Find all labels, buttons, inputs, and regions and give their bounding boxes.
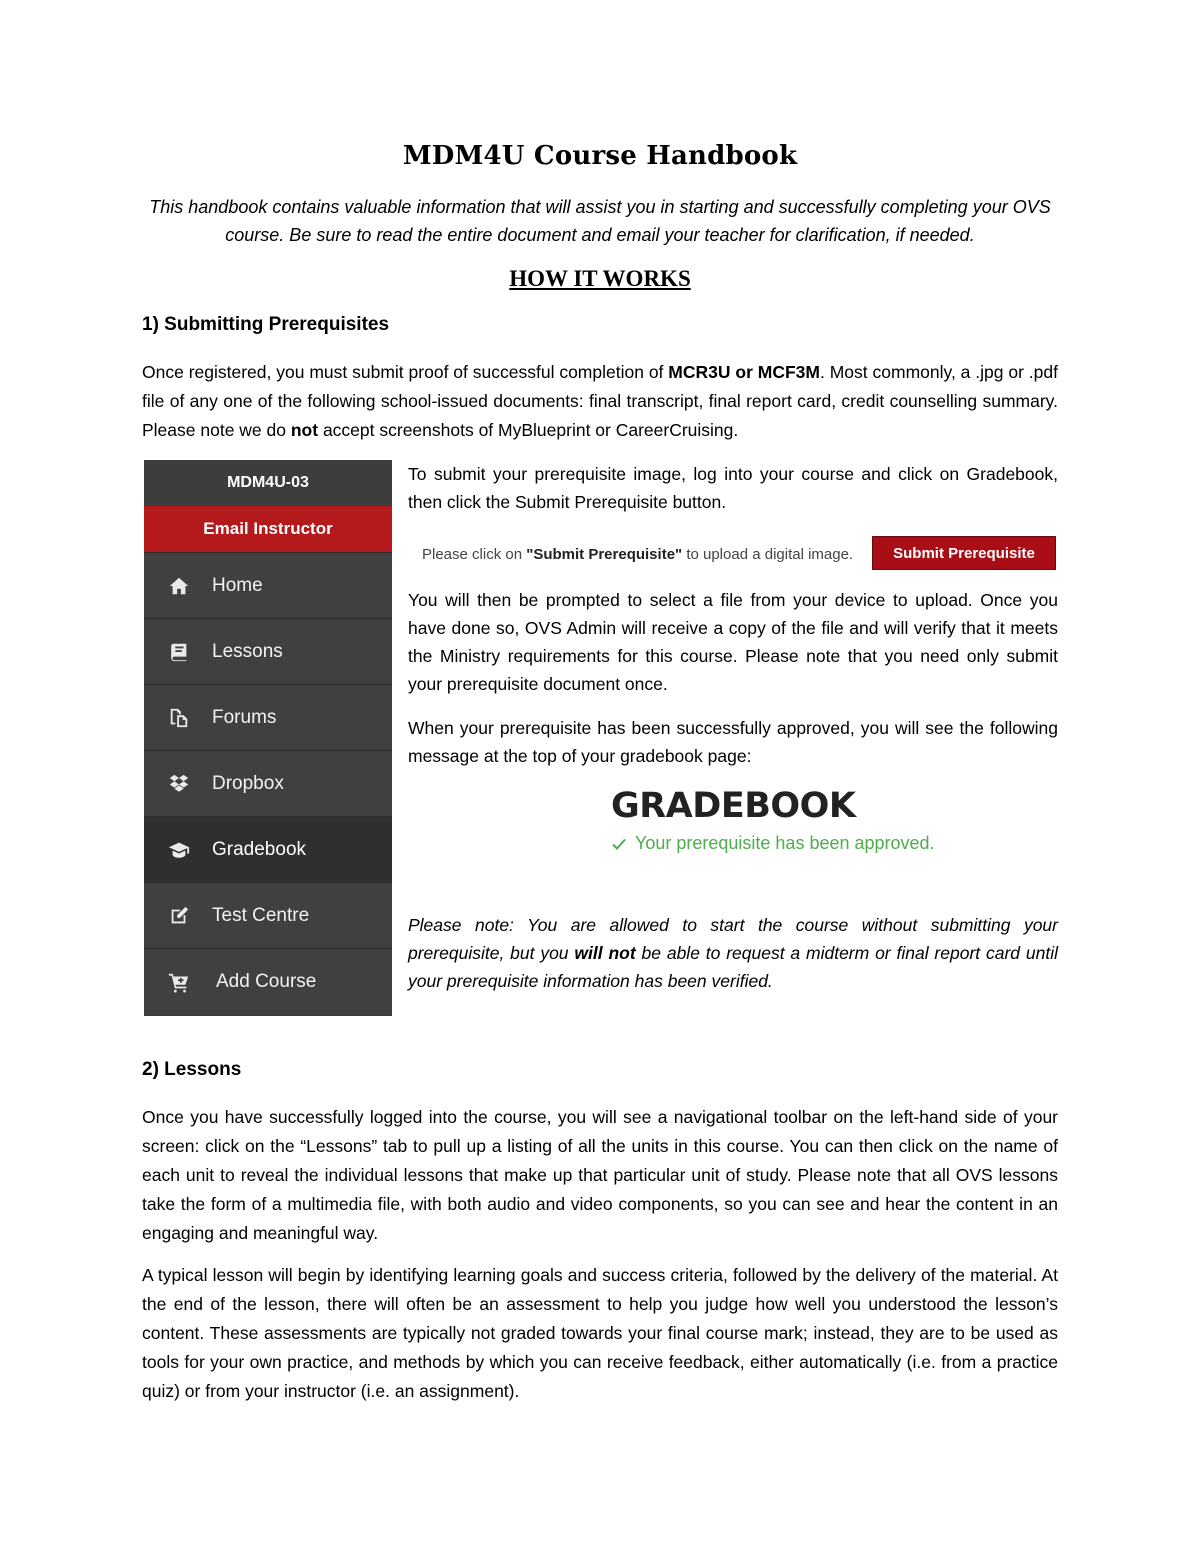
sidebar-item-dropbox[interactable] bbox=[144, 750, 392, 816]
sidebar-item-label: Test Centre bbox=[212, 904, 310, 926]
sidebar-item-label: Gradebook bbox=[212, 838, 307, 860]
submit-prerequisite-row bbox=[422, 536, 1058, 572]
prerequisite-approved-message: Your prerequisite has been approved. bbox=[611, 833, 935, 854]
sidebar-item-label: Home bbox=[212, 574, 263, 596]
section-1-heading: 1) Submitting Prerequisites bbox=[142, 314, 390, 335]
sidebar-item-label: Forums bbox=[212, 706, 277, 728]
course-sidebar bbox=[144, 460, 392, 1016]
sidebar-item-label: Dropbox bbox=[212, 772, 284, 794]
sidebar-item-test-centre[interactable] bbox=[144, 882, 392, 948]
edit-icon bbox=[168, 905, 190, 927]
email-instructor-button[interactable]: Email Instructor bbox=[144, 506, 392, 552]
graduation-cap-icon bbox=[168, 839, 190, 861]
check-icon bbox=[611, 836, 627, 852]
submit-prerequisite-button[interactable]: Submit Prerequisite bbox=[872, 536, 1056, 570]
sidebar-item-home[interactable] bbox=[144, 552, 392, 618]
sidebar-item-add-course[interactable] bbox=[144, 948, 392, 1014]
submit-note: Please click on "Submit Prerequisite" to upload a digital image. bbox=[422, 545, 854, 563]
copy-icon bbox=[168, 707, 190, 729]
sidebar-item-lessons[interactable] bbox=[144, 618, 392, 684]
how-it-works-heading: HOW IT WORKS bbox=[509, 266, 691, 291]
sidebar-item-label: Add Course bbox=[216, 970, 317, 992]
intro-text: This handbook contains valuable information that will assist you in starting and successfully completing your OVS course. Be sure to read the entire document and email your teacher for clarification, if needed. bbox=[149, 197, 1051, 245]
sidebar-item-forums[interactable] bbox=[144, 684, 392, 750]
lessons-paragraph-2: A typical lesson will begin by identifying learning goals and success criteria, followed by the delivery of the material. At the end of the lesson, there will often be an assessment to help you judge how well you understood the lesson’s content. These assessments are typically not graded towards your final course mark; instead, they are to be used as tools for your own practice, and methods by which you can receive feedback, either automatically (i.e. from a practice quiz) or from your instructor (i.e. an assignment). bbox=[142, 1265, 1058, 1401]
upload-prompt-paragraph: You will then be prompted to select a file from your device to upload. Once you have done so, OVS Admin will receive a copy of the file and will verify that it meets the Ministry requirements for this course. Please note that you need only submit your prerequisite document once. bbox=[408, 590, 1058, 694]
lessons-paragraph-1: Once you have successfully logged into the course, you will see a navigational toolbar on the left-hand side of your screen: click on the “Lessons” tab to pull up a listing of all the units in this course. You can then click on the name of each unit to reveal the individual lessons that make up that particular unit of study. Please note that all OVS lessons take the form of a multimedia file, with both audio and video components, so you can see and hear the content in an engaging and meaningful way. bbox=[142, 1107, 1058, 1243]
gradebook-title: GRADEBOOK bbox=[611, 786, 856, 826]
section-2-heading: 2) Lessons bbox=[142, 1059, 242, 1080]
submit-instructions: To submit your prerequisite image, log into your course and click on Gradebook, then click the Submit Prerequisite button. bbox=[408, 464, 1058, 512]
prerequisite-note: Please note: You are allowed to start the course without submitting your prerequisite, but you will not be able to request a midterm or final report card until your prerequisite information has been verified. bbox=[408, 915, 1058, 991]
cart-icon bbox=[168, 971, 190, 993]
course-code: MDM4U-03 bbox=[144, 460, 392, 506]
sidebar-item-gradebook[interactable] bbox=[144, 816, 392, 882]
home-icon bbox=[168, 575, 190, 597]
document-title: MDM4U Course Handbook bbox=[402, 141, 798, 171]
prerequisite-paragraph: Once registered, you must submit proof of successful completion of MCR3U or MCF3M. Most commonly, a .jpg or .pdf file of any one of the following school-issued documents: final transcript, final report card, credit counselling summary. Please note we do not accept screenshots of MyBlueprint or CareerCruising. bbox=[142, 362, 1058, 440]
dropbox-icon bbox=[168, 773, 190, 795]
approved-paragraph: When your prerequisite has been successfully approved, you will see the following message at the top of your gradebook page: bbox=[408, 718, 1058, 766]
book-icon bbox=[168, 641, 190, 663]
sidebar-item-label: Lessons bbox=[212, 640, 283, 662]
